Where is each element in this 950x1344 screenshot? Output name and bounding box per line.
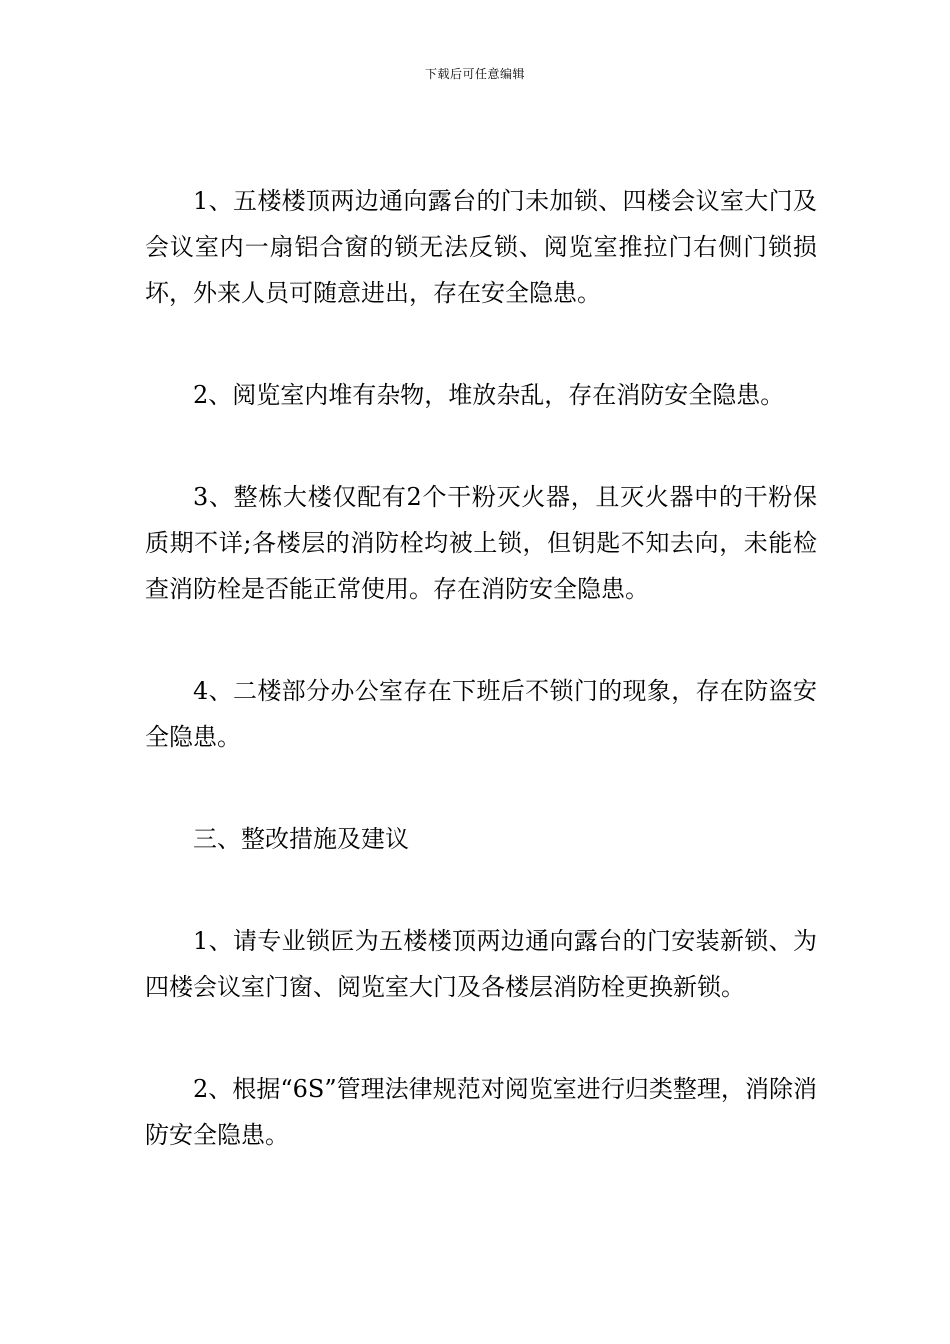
paragraph-measure-1: 1、请专业锁匠为五楼楼顶两边通向露台的门安装新锁、为四楼会议室门窗、阅览室大门及各楼层消防栓更换新锁。 (145, 927, 817, 1001)
paragraph-issue-1: 1、五楼楼顶两边通向露台的门未加锁、四楼会议室大门及会议室内一扇铝合窗的锁无法反锁、阅览室推拉门右侧门锁损坏，外来人员可随意进出，存在安全隐患。 (145, 187, 817, 307)
section-heading: 三、整改措施及建议 (193, 825, 409, 853)
paragraph-gap (145, 760, 817, 816)
paragraph-gap (145, 612, 817, 668)
paragraph-gap (145, 316, 817, 372)
paragraph-issue-3: 3、整栋大楼仅配有2个干粉灭火器，且灭火器中的干粉保质期不详;各楼层的消防栓均被上锁，但钥匙不知去向，未能检查消防栓是否能正常使用。存在消防安全隐患。 (145, 483, 817, 603)
paragraph-issue-4: 4、二楼部分办公室存在下班后不锁门的现象，存在防盗安全隐患。 (145, 677, 817, 751)
document-body (145, 178, 817, 1158)
paragraph-measure-2: 2、根据“6S”管理法律规范对阅览室进行归类整理，消除消防安全隐患。 (145, 1075, 817, 1149)
paragraph-gap (145, 862, 817, 918)
paragraph-gap (145, 1010, 817, 1066)
page-header: 下载后可任意编辑 (424, 67, 525, 81)
paragraph-gap (145, 418, 817, 474)
paragraph-issue-2: 2、阅览室内堆有杂物，堆放杂乱，存在消防安全隐患。 (193, 381, 785, 409)
